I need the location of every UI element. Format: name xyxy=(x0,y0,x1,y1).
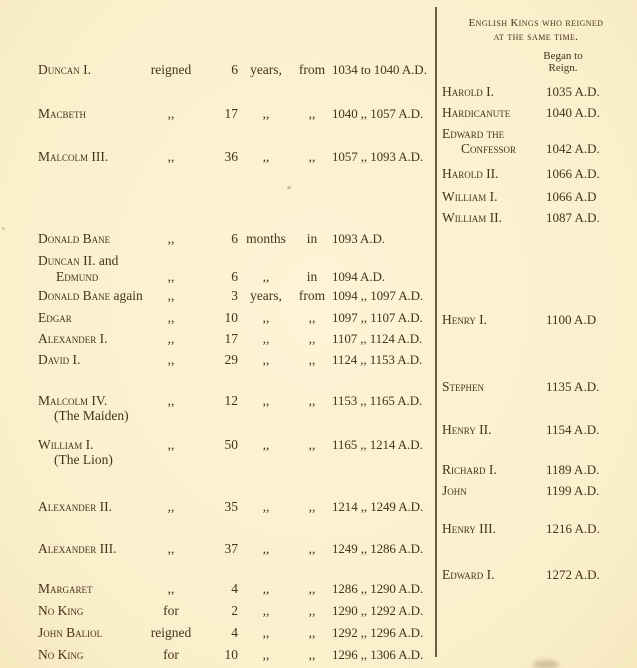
english-king-name: Henry III. xyxy=(442,521,496,536)
english-king-date: 1035 A.D. xyxy=(546,84,600,99)
english-king-name: Edward the xyxy=(442,126,505,141)
scots-king-name-text: John Baliol xyxy=(38,625,103,640)
english-table-row xyxy=(0,567,637,585)
reign-unit: ,, xyxy=(262,581,270,596)
english-table-row xyxy=(0,210,637,228)
reign-length: 17 xyxy=(224,331,238,346)
reign-unit: ,, xyxy=(262,625,270,640)
reign-dates: 1034 to 1040 A.D. xyxy=(332,62,427,77)
english-king-name: Harold I. xyxy=(442,84,494,99)
reign-unit: ,, xyxy=(262,603,270,618)
reign-dates: 1214 ,, 1249 A.D. xyxy=(332,499,424,514)
english-table-row xyxy=(0,422,637,440)
reigned-label: ,, xyxy=(167,437,175,452)
reign-connector: ,, xyxy=(308,541,316,556)
english-king-date: 1272 A.D. xyxy=(546,567,600,582)
scots-table-row xyxy=(0,625,637,643)
reign-length: 6 xyxy=(231,62,238,77)
scots-king-name-text: Donald Bane xyxy=(38,231,111,246)
reign-connector: ,, xyxy=(308,149,316,164)
english-kings-header-line2: at the same time. xyxy=(493,31,579,43)
english-table-row xyxy=(0,105,637,123)
ink-speck xyxy=(287,186,291,189)
english-table-row xyxy=(0,483,637,501)
reign-unit: ,, xyxy=(262,310,270,325)
english-table-row xyxy=(0,379,637,397)
reign-dates: 1057 ,, 1093 A.D. xyxy=(332,149,424,164)
scots-king-name-line2: Edmund xyxy=(56,269,99,284)
scots-table-row xyxy=(0,603,637,621)
scots-king-name-text: Alexander II. xyxy=(38,499,112,514)
reigned-label: ,, xyxy=(167,231,175,246)
scots-king-name-text: Macbeth xyxy=(38,106,87,121)
page-number-smudge xyxy=(533,660,559,668)
english-king-date: 1040 A.D. xyxy=(546,105,600,120)
reign-dates: 1094 A.D. xyxy=(332,269,385,284)
reign-length: 29 xyxy=(224,352,238,367)
reign-dates: 1292 ,, 1296 A.D. xyxy=(332,625,424,640)
reign-dates: 1107 ,, 1124 A.D. xyxy=(332,331,423,346)
english-king-date: 1087 A.D. xyxy=(546,210,600,225)
scots-king-name xyxy=(38,288,143,303)
reign-connector: ,, xyxy=(308,106,316,121)
reign-connector: ,, xyxy=(308,625,316,640)
scots-king-name-text: Duncan I. xyxy=(38,62,91,77)
english-king-date: 1199 A.D. xyxy=(546,483,600,498)
reign-unit: ,, xyxy=(262,499,270,514)
scots-table-row xyxy=(0,499,637,517)
english-king-date: 1135 A.D. xyxy=(546,379,600,394)
scots-king-name-text: Edgar xyxy=(38,310,72,325)
ink-speck xyxy=(2,227,5,230)
english-king-name: William I. xyxy=(442,189,498,204)
reign-length: 3 xyxy=(231,288,238,303)
scots-king-name xyxy=(38,352,80,367)
reign-unit: ,, xyxy=(262,331,270,346)
reign-connector: ,, xyxy=(308,581,316,596)
english-king-date: 1042 A.D. xyxy=(546,141,600,156)
scots-king-name xyxy=(38,331,108,346)
scots-king-name-suffix: again xyxy=(110,288,143,303)
scots-table-row xyxy=(0,253,637,284)
reigned-label: ,, xyxy=(167,269,175,284)
english-king-date: 1216 A.D. xyxy=(546,521,600,536)
reigned-label: ,, xyxy=(167,393,175,408)
scots-king-epithet: (The Lion) xyxy=(54,452,113,467)
reign-connector: in xyxy=(306,269,318,284)
began-to-reign-line1: Began to xyxy=(543,50,583,62)
reigned-label: ,, xyxy=(167,331,175,346)
scots-king-name-text: No King xyxy=(38,603,84,618)
reign-dates: 1097 ,, 1107 A.D. xyxy=(332,310,423,325)
reigned-label: reigned xyxy=(150,62,192,77)
scots-king-epithet: (The Maiden) xyxy=(54,408,129,423)
reign-unit: ,, xyxy=(262,437,270,452)
reign-dates: 1040 ,, 1057 A.D. xyxy=(332,106,424,121)
reign-length: 10 xyxy=(224,647,238,662)
english-king-date: 1154 A.D. xyxy=(546,422,600,437)
reign-unit: ,, xyxy=(262,149,270,164)
reign-unit: ,, xyxy=(262,647,270,662)
english-king-name: Richard I. xyxy=(442,462,497,477)
reigned-label: ,, xyxy=(167,499,175,514)
scots-king-name-text: Margaret xyxy=(38,581,93,596)
reign-length: 37 xyxy=(224,541,238,556)
reign-unit: years, xyxy=(250,62,282,77)
scots-king-name-text: Malcolm IV. xyxy=(38,393,108,408)
english-table-row xyxy=(0,462,637,480)
english-king-name: Henry I. xyxy=(442,312,487,327)
reign-dates: 1296 ,, 1306 A.D. xyxy=(332,647,424,662)
reign-length: 6 xyxy=(231,269,238,284)
reign-unit: ,, xyxy=(262,352,270,367)
scots-king-name xyxy=(38,499,112,514)
reign-length: 12 xyxy=(224,393,238,408)
reigned-label: ,, xyxy=(167,288,175,303)
reigned-label: ,, xyxy=(167,310,175,325)
reign-dates: 1286 ,, 1290 A.D. xyxy=(332,581,424,596)
reign-connector: ,, xyxy=(308,499,316,514)
reign-connector: ,, xyxy=(308,603,316,618)
reign-unit: ,, xyxy=(262,269,270,284)
english-king-name-line2: Confessor xyxy=(461,141,517,156)
english-king-date: 1066 A.D. xyxy=(546,166,600,181)
reigned-label: ,, xyxy=(167,541,175,556)
english-king-name: Edward I. xyxy=(442,567,495,582)
scots-table-row xyxy=(0,149,637,167)
reign-dates: 1290 ,, 1292 A.D. xyxy=(332,603,424,618)
reign-length: 17 xyxy=(224,106,238,121)
reign-unit: years, xyxy=(250,288,282,303)
english-table-row xyxy=(0,166,637,184)
reign-connector: ,, xyxy=(308,393,316,408)
scots-king-name-text: Alexander III. xyxy=(38,541,117,556)
reign-connector: ,, xyxy=(308,331,316,346)
scots-table-row xyxy=(0,541,637,559)
scots-king-name xyxy=(38,541,116,556)
english-king-date: 1100 A.D xyxy=(546,312,597,327)
scots-king-name xyxy=(38,625,102,640)
reigned-label: reigned xyxy=(150,625,192,640)
scots-king-name xyxy=(38,603,83,618)
reign-length: 35 xyxy=(224,499,238,514)
scots-king-name xyxy=(38,62,91,77)
reign-unit: months xyxy=(246,231,286,246)
scots-table-row xyxy=(0,331,637,349)
scots-table-row xyxy=(0,288,637,306)
reign-connector: from xyxy=(298,62,326,77)
began-to-reign-line2: Reign. xyxy=(548,62,578,74)
reign-connector: ,, xyxy=(308,310,316,325)
scots-king-name-text: Donald Bane xyxy=(38,288,111,303)
english-king-name: John xyxy=(442,483,467,498)
reign-unit: ,, xyxy=(262,106,270,121)
reign-connector: from xyxy=(298,288,326,303)
scots-table-row xyxy=(0,352,637,370)
reign-dates: 1094 ,, 1097 A.D. xyxy=(332,288,424,303)
reigned-label: for xyxy=(163,647,179,662)
reign-connector: in xyxy=(306,231,318,246)
english-table-row xyxy=(0,84,637,102)
reign-length: 6 xyxy=(231,231,238,246)
reigned-label: ,, xyxy=(167,352,175,367)
scots-king-name-text: Malcolm III. xyxy=(38,149,109,164)
scots-king-name-text: Duncan II. xyxy=(38,253,96,268)
reigned-label: ,, xyxy=(167,106,175,121)
english-king-name: Henry II. xyxy=(442,422,492,437)
scots-king-name-text: No King xyxy=(38,647,84,662)
scots-king-name-suffix: and xyxy=(95,253,119,268)
reign-length: 50 xyxy=(224,437,238,452)
reign-length: 4 xyxy=(231,581,238,596)
scots-king-name-text: David I. xyxy=(38,352,81,367)
scots-king-name xyxy=(38,253,118,268)
reigned-label: ,, xyxy=(167,581,175,596)
reigned-label: ,, xyxy=(167,149,175,164)
english-king-name: Harold II. xyxy=(442,166,499,181)
scots-king-name xyxy=(38,647,83,662)
scots-king-name xyxy=(38,231,110,246)
reign-dates: 1093 A.D. xyxy=(332,231,385,246)
english-table-row xyxy=(0,312,637,330)
scots-king-name-text: William I. xyxy=(38,437,94,452)
english-king-name: Hardicanute xyxy=(442,105,511,120)
english-king-date: 1189 A.D. xyxy=(546,462,600,477)
reign-unit: ,, xyxy=(262,541,270,556)
reign-connector: ,, xyxy=(308,647,316,662)
reign-unit: ,, xyxy=(262,393,270,408)
english-kings-header-line1: English Kings who reigned xyxy=(468,17,604,29)
english-table-row xyxy=(0,189,637,207)
english-table-row xyxy=(0,126,637,156)
reign-length: 10 xyxy=(224,310,238,325)
reign-length: 2 xyxy=(231,603,238,618)
reign-connector: ,, xyxy=(308,352,316,367)
reign-dates: 1124 ,, 1153 A.D. xyxy=(332,352,423,367)
reigned-label: for xyxy=(163,603,179,618)
scots-king-name xyxy=(38,149,108,164)
english-king-name: Stephen xyxy=(442,379,485,394)
scots-king-name-text: Alexander I. xyxy=(38,331,108,346)
english-king-name: William II. xyxy=(442,210,502,225)
reign-length: 36 xyxy=(224,149,238,164)
reign-dates: 1249 ,, 1286 A.D. xyxy=(332,541,424,556)
reign-connector: ,, xyxy=(308,437,316,452)
english-table-row xyxy=(0,521,637,539)
reign-dates: 1165 ,, 1214 A.D. xyxy=(332,437,423,452)
reign-length: 4 xyxy=(231,625,238,640)
scots-table-row xyxy=(0,62,637,80)
reign-dates: 1153 ,, 1165 A.D. xyxy=(332,393,423,408)
scots-table-row xyxy=(0,231,637,249)
english-king-date: 1066 A.D xyxy=(546,189,597,204)
